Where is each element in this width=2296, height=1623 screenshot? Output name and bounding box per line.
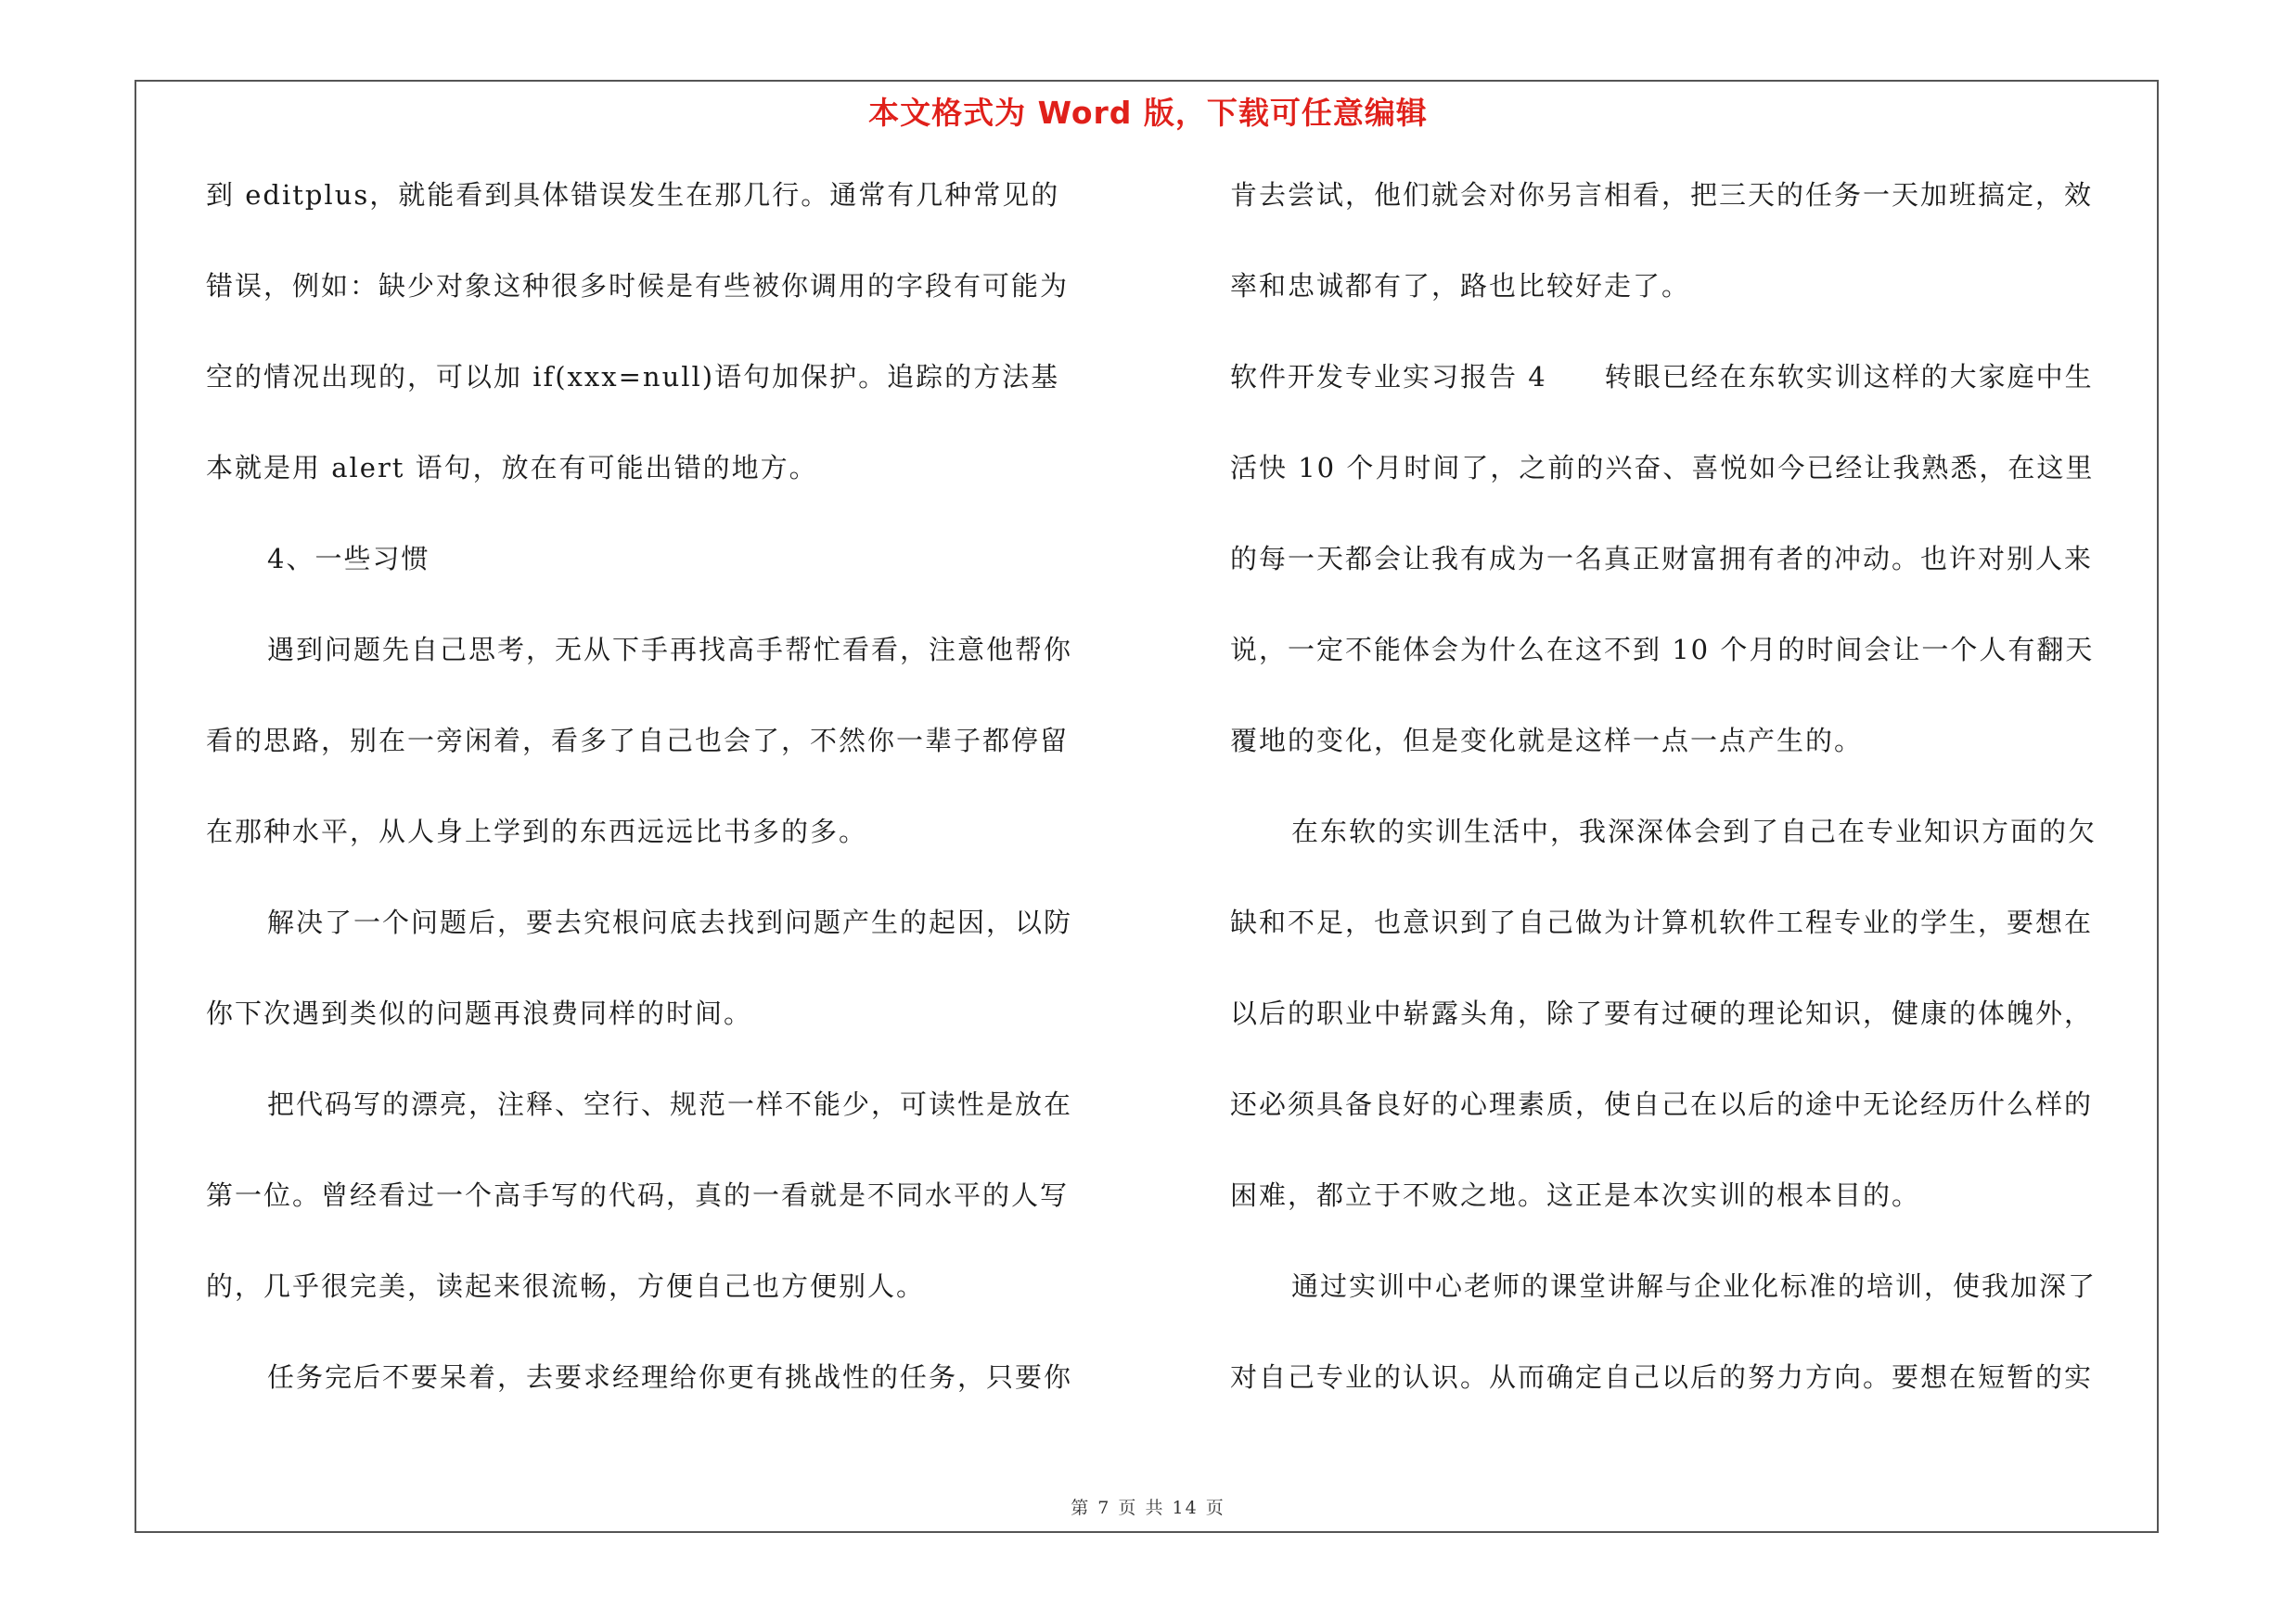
paragraph-line: 第一位。曾经看过一个高手写的代码，真的一看就是不同水平的人写 — [206, 1179, 1070, 1211]
paragraph-line: 困难，都立于不败之地。这正是本次实训的根本目的。 — [1230, 1179, 1921, 1211]
paragraph-line: 错误，例如：缺少对象这种很多时候是有些被你调用的字段有可能为 — [206, 270, 1070, 302]
paragraph-line: 看的思路，别在一旁闲着，看多了自己也会了，不然你一辈子都停留 — [206, 725, 1070, 756]
paragraph-line: 解决了一个问题后，要去究根问底去找到问题产生的起因，以防 — [267, 907, 1073, 938]
paragraph-line: 空的情况出现的，可以加 if(xxx=null)语句加保护。追踪的方法基 — [206, 361, 1060, 393]
paragraph-line: 肯去尝试，他们就会对你另言相看，把三天的任务一天加班搞定，效 — [1230, 179, 2094, 211]
paragraph-line: 说，一定不能体会为什么在这不到 10 个月的时间会让一个人有翻天 — [1230, 634, 2095, 665]
paragraph-line: 本就是用 alert 语句，放在有可能出错的地方。 — [206, 452, 818, 483]
paragraph-line: 的，几乎很完美，读起来很流畅，方便自己也方便别人。 — [206, 1270, 926, 1302]
paragraph-line: 把代码写的漂亮，注释、空行、规范一样不能少，可读性是放在 — [267, 1088, 1073, 1120]
paragraph-line: 还必须具备良好的心理素质，使自己在以后的途中无论经历什么样的 — [1230, 1088, 2094, 1120]
section-heading: 4、一些习惯 — [267, 543, 430, 574]
paragraph-line: 率和忠诚都有了，路也比较好走了。 — [1230, 270, 1691, 302]
paragraph-line: 对自己专业的认识。从而确定自己以后的努力方向。要想在短暂的实 — [1230, 1361, 2094, 1393]
paragraph-line: 在那种水平，从人身上学到的东西远远比书多的多。 — [206, 816, 868, 847]
paragraph-line: 覆地的变化，但是变化就是这样一点一点产生的。 — [1230, 725, 1864, 756]
paragraph-line: 通过实训中心老师的课堂讲解与企业化标准的培训，使我加深了 — [1291, 1270, 2097, 1302]
paragraph-line: 以后的职业中崭露头角，除了要有过硬的理论知识，健康的体魄外， — [1230, 998, 2094, 1029]
paragraph-line: 活快 10 个月时间了，之前的兴奋、喜悦如今已经让我熟悉，在这里 — [1230, 452, 2095, 483]
page-number: 第 7 页 共 14 页 — [1071, 1498, 1225, 1518]
paragraph-line: 的每一天都会让我有成为一名真正财富拥有者的冲动。也许对别人来 — [1230, 543, 2094, 574]
paragraph-line: 到 editplus，就能看到具体错误发生在那几行。通常有几种常见的 — [206, 179, 1060, 211]
paragraph-line: 遇到问题先自己思考，无从下手再找高手帮忙看看，注意他帮你 — [267, 634, 1073, 665]
paragraph-line: 在东软的实训生活中，我深深体会到了自己在专业知识方面的欠 — [1291, 816, 2097, 847]
word-format-banner: 本文格式为 Word 版，下载可任意编辑 — [868, 95, 1428, 131]
paragraph-line: 你下次遇到类似的问题再浪费同样的时间。 — [206, 998, 753, 1029]
paragraph-line: 缺和不足，也意识到了自己做为计算机软件工程专业的学生，要想在 — [1230, 907, 2094, 938]
report-title-line: 软件开发专业实习报告 4 转眼已经在东软实训这样的大家庭中生 — [1230, 361, 2094, 393]
paragraph-line: 任务完后不要呆着，去要求经理给你更有挑战性的任务，只要你 — [267, 1361, 1073, 1393]
